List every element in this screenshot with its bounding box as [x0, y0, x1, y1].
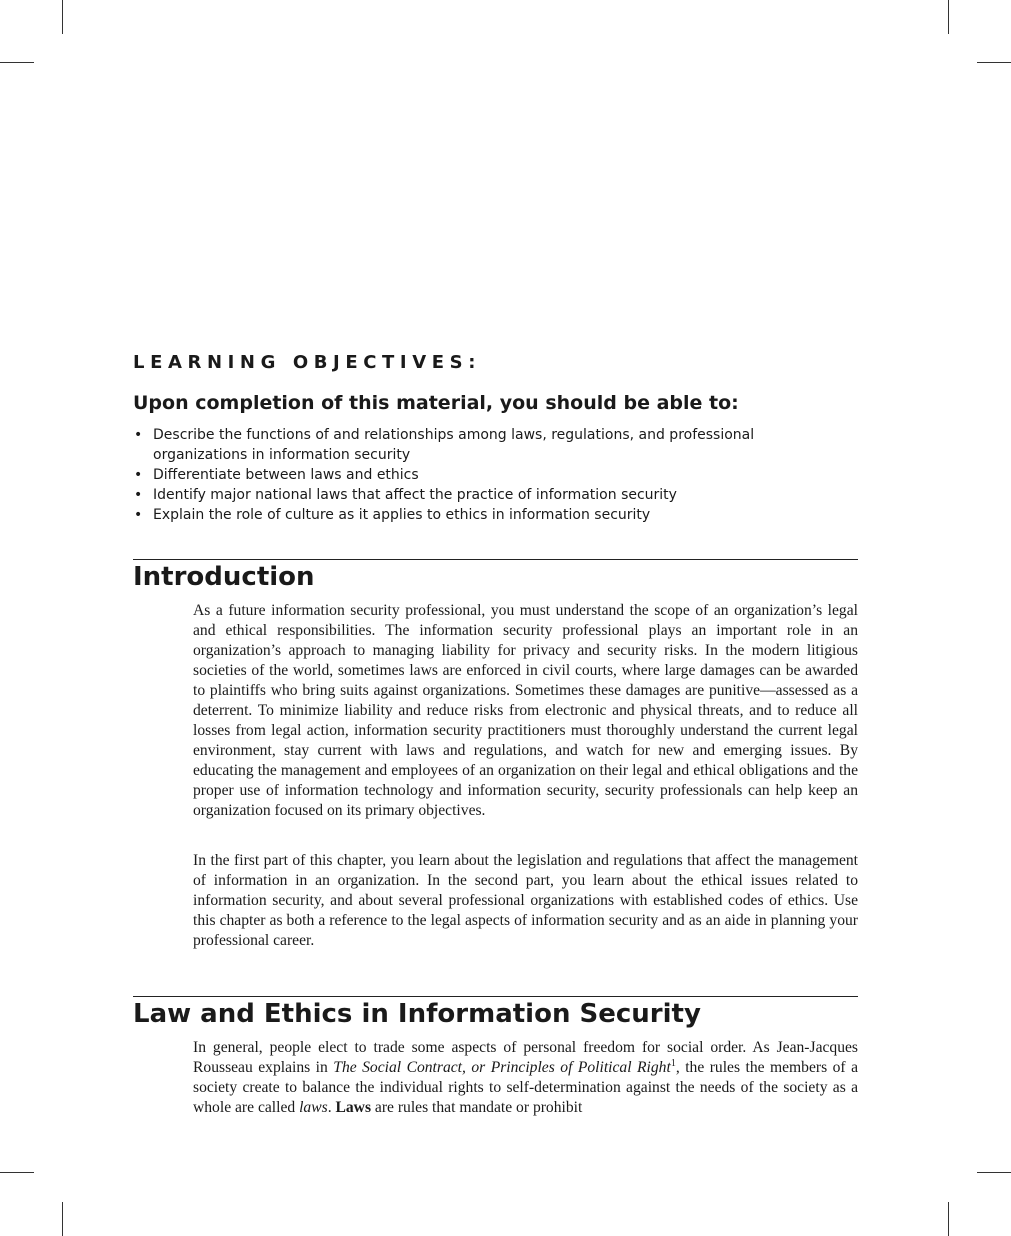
- crop-mark: [62, 0, 63, 34]
- law-ethics-paragraph: [193, 1038, 858, 1118]
- book-title: The Social Contract, or Principles of Political Right: [333, 1059, 671, 1076]
- section-divider: [133, 996, 858, 997]
- footnote-reference[interactable]: 1: [670, 1057, 676, 1069]
- law-ethics-text: In general, people elect to trade some aspects of personal freedom for social order. As Jean-Jacques Rousseau explains in: [193, 1039, 858, 1076]
- introduction-paragraph-2: In the first part of this chapter, you learn about the legislation and regulations that affect the management of information in an organization. In the second part, you learn about the ethical issues related to information security, and about several professional organizations with established codes of ethics. Use this chapter as both a reference to the legal aspects of information security and as an aide in planning your professional career.: [193, 852, 858, 949]
- introduction-heading: Introduction: [133, 562, 315, 592]
- law-ethics-text: , the rules the members of a society create to balance the individual rights to self-determination against the needs of the society as a whole are called: [193, 1059, 859, 1116]
- objective-item: • Explain the role of culture as it applies to ethics in information security: [133, 505, 793, 525]
- introduction-paragraph-1: As a future information security professional, you must understand the scope of an organization’s legal and ethical responsibilities. The information security professional plays an important role in an organization’s approach to managing liability for privacy and security risks. In the modern litigious societies of the world, sometimes laws are enforced in civil courts, where large damages can be awarded to plaintiffs who bring suits against organizations. Sometimes these damages are punitive—assessed as a deterrent. To minimize liability and reduce risks from electronic and physical threats, and to reduce all losses from legal action, information security practitioners must thoroughly understand the current legal environment, stay current with laws and regulations, and watch for new and emerging issues. By educating the management and employees of an organization on their legal and ethical obligations and the proper use of information technology and information security, security professionals can help keep an organization focused on its primary objectives.: [193, 602, 858, 819]
- crop-mark: [977, 62, 1011, 63]
- section-divider: [133, 559, 858, 560]
- crop-mark: [0, 1172, 34, 1173]
- crop-mark: [948, 0, 949, 34]
- crop-mark: [948, 1202, 949, 1236]
- law-ethics-text: are rules that mandate or prohibit: [371, 1099, 583, 1116]
- learning-objectives-list: [133, 425, 793, 525]
- crop-mark: [62, 1202, 63, 1236]
- objective-item: • Differentiate between laws and ethics: [133, 465, 793, 485]
- law-ethics-heading: Law and Ethics in Information Security: [133, 999, 701, 1029]
- term-laws-italic: laws: [299, 1099, 328, 1116]
- learning-objectives-title: LEARNING OBJECTIVES:: [133, 352, 482, 373]
- learning-objectives-subtitle: Upon completion of this material, you should be able to:: [133, 392, 739, 414]
- objective-item: • Identify major national laws that affect the practice of information security: [133, 485, 793, 505]
- crop-mark: [0, 62, 34, 63]
- law-ethics-text: .: [327, 1099, 336, 1116]
- objective-item: • Describe the functions of and relationships among laws, regulations, and professional organizations in information security: [133, 425, 793, 465]
- crop-mark: [977, 1172, 1011, 1173]
- term-laws-bold: Laws: [335, 1099, 372, 1116]
